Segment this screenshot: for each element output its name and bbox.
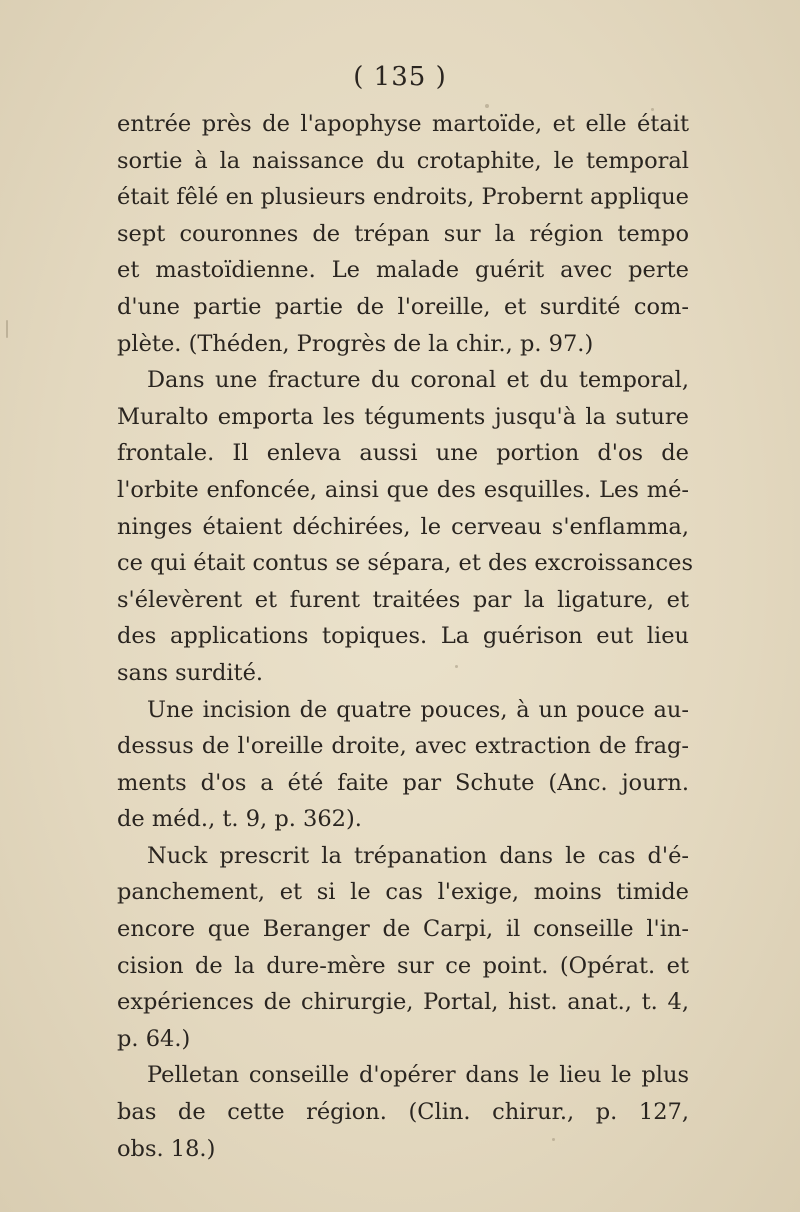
text-line: Pelletan conseille d'opérer dans le lieu le plus xyxy=(147,1062,689,1089)
text-line: cision de la dure-mère sur ce point. (Opérat. et xyxy=(117,952,689,979)
paper-speck xyxy=(455,665,458,668)
paragraph-4 xyxy=(117,838,689,1058)
text-line: expériences de chirurgie, Portal, hist. anat., t. 4, xyxy=(117,989,689,1016)
text-line: et mastoïdienne. Le malade guérit avec perte xyxy=(117,257,689,284)
paper-speck xyxy=(6,320,8,338)
text-line: entrée près de l'apophyse martoïde, et elle était xyxy=(117,111,689,137)
text-line: d'une partie partie de l'oreille, et surdité com- xyxy=(117,293,689,320)
text-line: sortie à la naissance du crotaphite, le temporal xyxy=(117,147,689,174)
text-line: p. 64.) xyxy=(117,1025,191,1052)
text-line: plète. (Théden, Progrès de la chir., p. 97.) xyxy=(117,330,594,357)
text-line: sans surdité. xyxy=(117,659,264,686)
text-line: Une incision de quatre pouces, à un pouce au- xyxy=(147,696,689,723)
paper-speck xyxy=(651,108,654,111)
text-line: l'orbite enfoncée, ainsi que des esquilles. Les mé- xyxy=(117,476,689,503)
text-line: des applications topiques. La guérison eut lieu xyxy=(117,623,689,650)
text-line: Dans une fracture du coronal et du temporal, xyxy=(147,367,689,394)
text-line: panchement, et si le cas l'exige, moins timide xyxy=(117,879,689,906)
text-line: dessus de l'oreille droite, avec extraction de frag- xyxy=(117,733,689,760)
paper-speck xyxy=(552,1138,555,1141)
text-line: s'élevèrent et furent traitées par la ligature, et xyxy=(117,586,689,613)
text-line: Nuck prescrit la trépanation dans le cas d'é- xyxy=(147,842,689,869)
text-line: encore que Beranger de Carpi, il conseille l'in- xyxy=(117,916,689,943)
text-line: était fêlé en plusieurs endroits, Probernt applique xyxy=(117,184,689,211)
body-text xyxy=(117,106,694,1167)
text-line: bas de cette région. (Clin. chirur., p. 127, xyxy=(117,1099,689,1126)
text-line: obs. 18.) xyxy=(117,1135,216,1162)
text-line: sept couronnes de trépan sur la région tempo xyxy=(117,220,689,247)
page-number-header: ( 135 ) xyxy=(353,62,447,92)
text-line: ce qui était contus se sépara, et des excroissances xyxy=(117,550,694,577)
paragraph-2 xyxy=(117,362,694,691)
paragraph-5 xyxy=(117,1057,689,1167)
text-line: ments d'os a été faite par Schute (Anc. journ. xyxy=(117,769,689,796)
paper-speck xyxy=(485,104,489,108)
paragraph-3 xyxy=(117,692,689,838)
text-line: ninges étaient déchirées, le cerveau s'enflamma, xyxy=(117,513,689,540)
text-line: de méd., t. 9, p. 362). xyxy=(117,806,362,833)
text-line: Muralto emporta les téguments jusqu'à la suture xyxy=(117,403,689,430)
text-line: frontale. Il enleva aussi une portion d'os de xyxy=(117,440,689,467)
paragraph-1 xyxy=(117,106,689,362)
